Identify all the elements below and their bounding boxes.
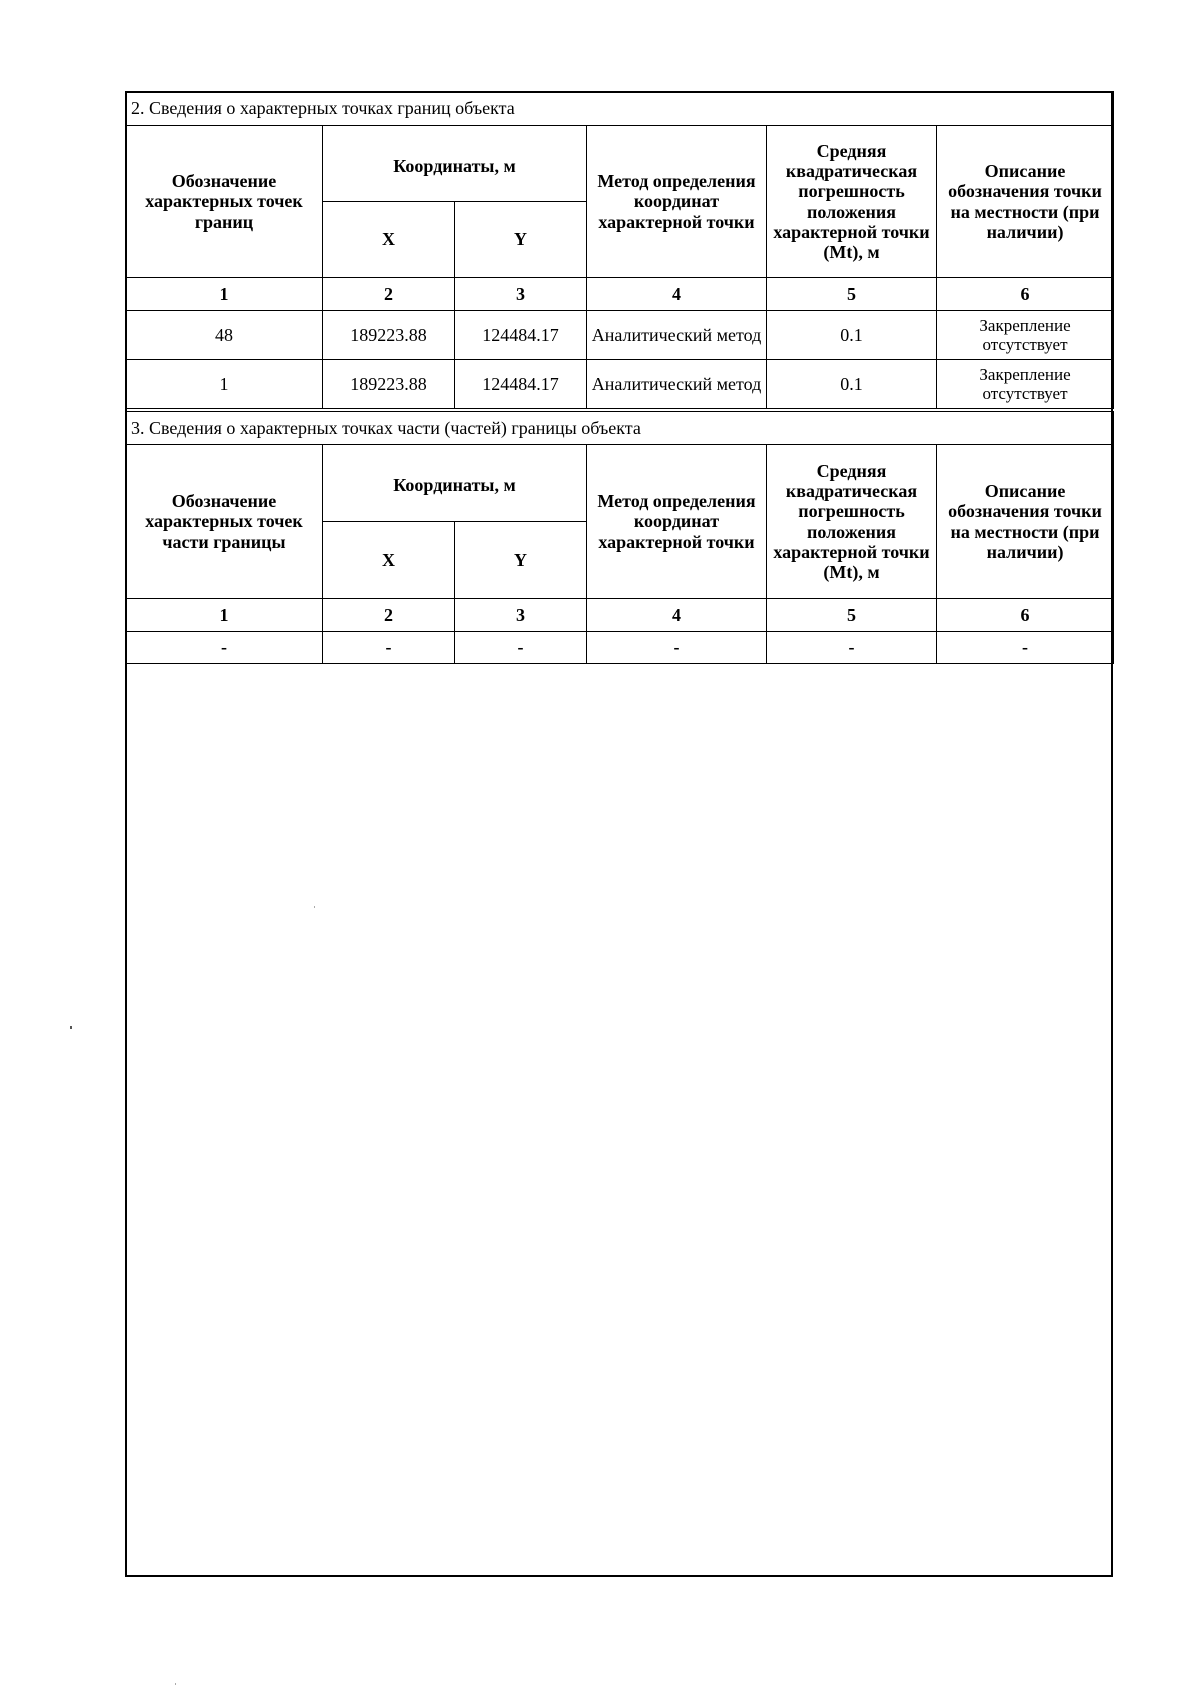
error-cell: 0.1 (767, 360, 937, 409)
x-cell: 189223.88 (323, 360, 455, 409)
scan-speck (314, 906, 315, 908)
column-number: 5 (767, 278, 937, 311)
description-cell: Закрепление отсутствует (937, 360, 1114, 409)
y-cell: 124484.17 (455, 311, 587, 360)
header-error: Средняя квадратическая погрешность положения характерной точки (Mt), м (767, 445, 937, 599)
method-cell: - (587, 632, 767, 664)
header-y: Y (455, 522, 587, 599)
section-2-title: 2. Сведения о характерных точках границ объекта (126, 92, 1114, 126)
column-number: 3 (455, 599, 587, 632)
column-number: 5 (767, 599, 937, 632)
column-number: 4 (587, 278, 767, 311)
header-coordinates: Координаты, м (323, 126, 587, 202)
point-cell: - (126, 632, 323, 664)
column-number: 1 (126, 599, 323, 632)
table-row (126, 632, 1114, 664)
description-cell: Закрепление отсутствует (937, 311, 1114, 360)
header-designation: Обозначение характерных точек границ (126, 126, 323, 278)
point-cell: 48 (126, 311, 323, 360)
error-cell: - (767, 632, 937, 664)
table-row (126, 311, 1114, 360)
table-row (126, 360, 1114, 409)
x-cell: - (323, 632, 455, 664)
header-method: Метод определения координат характерной точки (587, 126, 767, 278)
header-designation: Обозначение характерных точек части границы (126, 445, 323, 599)
section-3-title: 3. Сведения о характерных точках части (частей) границы объекта (126, 412, 1114, 445)
header-method: Метод определения координат характерной точки (587, 445, 767, 599)
column-number: 3 (455, 278, 587, 311)
scan-speck (70, 1026, 72, 1029)
column-number: 4 (587, 599, 767, 632)
y-cell: 124484.17 (455, 360, 587, 409)
section-2-table (125, 91, 1114, 409)
column-number: 2 (323, 599, 455, 632)
method-cell: Аналитический метод (587, 311, 767, 360)
header-description: Описание обозначения точки на местности (при наличии) (937, 126, 1114, 278)
column-number: 6 (937, 278, 1114, 311)
header-x: X (323, 202, 455, 278)
y-cell: - (455, 632, 587, 664)
error-cell: 0.1 (767, 311, 937, 360)
column-number: 6 (937, 599, 1114, 632)
section-3-table (125, 411, 1114, 664)
column-number: 2 (323, 278, 455, 311)
description-cell: - (937, 632, 1114, 664)
point-cell: 1 (126, 360, 323, 409)
header-coordinates: Координаты, м (323, 445, 587, 522)
header-y: Y (455, 202, 587, 278)
header-error: Средняя квадратическая погрешность положения характерной точки (Mt), м (767, 126, 937, 278)
scan-speck (175, 1683, 176, 1685)
method-cell: Аналитический метод (587, 360, 767, 409)
column-number: 1 (126, 278, 323, 311)
header-x: X (323, 522, 455, 599)
x-cell: 189223.88 (323, 311, 455, 360)
header-description: Описание обозначения точки на местности (при наличии) (937, 445, 1114, 599)
